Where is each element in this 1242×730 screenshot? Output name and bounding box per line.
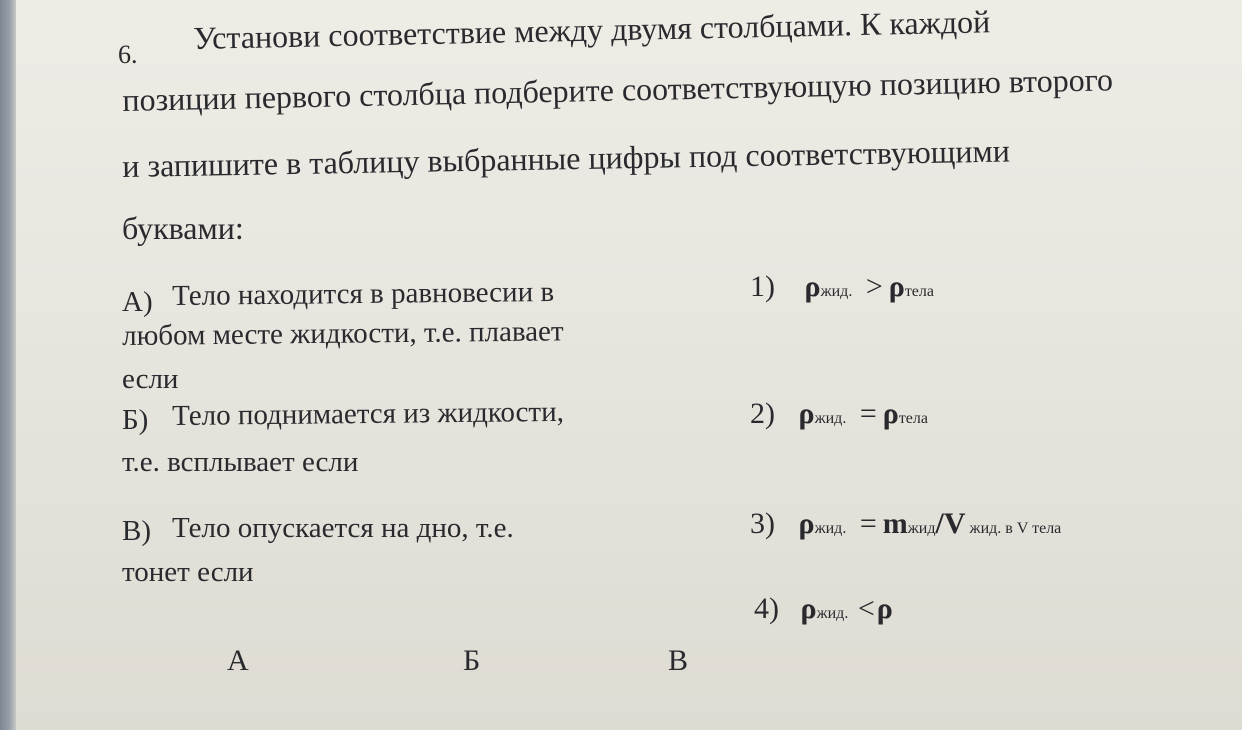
item-a-line-2: любом месте жидкости, т.е. плавает — [122, 315, 564, 352]
option-2 — [750, 397, 928, 431]
item-a-label: А) — [122, 286, 153, 318]
task-line-3: и запишите в таблицу выбранные цифры под соответствующими — [122, 132, 1011, 184]
option-2-sub-2: тела — [898, 410, 928, 427]
option-4-rho-2: ρ — [876, 592, 893, 625]
option-1-rho: ρ — [804, 270, 821, 303]
option-2-operator: = — [859, 397, 877, 430]
item-a-line-1: Тело находится в равновесии в — [172, 276, 555, 312]
option-4-label: 4) — [754, 592, 779, 625]
option-1-sub-1: жид. — [820, 283, 853, 300]
item-b-label: Б) — [122, 404, 149, 436]
item-v-line-1: Тело опускается на дно, т.е. — [172, 512, 514, 544]
item-a-line-3: если — [122, 363, 179, 395]
option-3 — [750, 507, 1061, 541]
option-4 — [754, 592, 893, 626]
page-edge — [0, 0, 16, 730]
task-number: 6. — [118, 40, 138, 69]
option-3-sub-1: жид. — [814, 520, 847, 537]
option-1-sub-2: тела — [904, 283, 934, 300]
option-3-m: m — [882, 507, 908, 540]
option-4-sub-1: жид. — [816, 605, 849, 622]
option-3-label: 3) — [750, 507, 775, 540]
option-4-rho: ρ — [800, 592, 817, 625]
item-b-line-2: т.е. всплывает если — [122, 446, 359, 478]
option-3-sub-v: жид. в V тела — [969, 520, 1062, 537]
option-2-sub-1: жид. — [814, 410, 847, 427]
item-b-line-1: Тело поднимается из жидкости, — [172, 395, 565, 432]
option-3-slash-v: /V — [935, 507, 966, 540]
task-line-1: Установи соответствие между двумя столбцами. К каждой — [193, 3, 991, 56]
option-1-operator: > — [865, 270, 883, 303]
answer-letter-b: Б — [463, 644, 481, 677]
task-line-4: буквами: — [122, 210, 244, 246]
option-3-sub-m: жид — [907, 520, 936, 537]
option-2-rho: ρ — [798, 397, 815, 430]
option-1-rho-2: ρ — [888, 270, 905, 303]
answer-letter-v: В — [668, 644, 689, 677]
option-4-operator: < — [857, 592, 875, 625]
option-1-label: 1) — [750, 270, 775, 303]
option-3-operator: = — [859, 507, 877, 540]
item-v-label: В) — [122, 515, 151, 547]
answer-letter-a: А — [227, 644, 249, 677]
option-2-label: 2) — [750, 397, 775, 430]
option-1 — [750, 270, 934, 304]
option-3-rho: ρ — [798, 507, 815, 540]
task-line-2: позиции первого столбца подберите соответствующую позицию второго — [122, 61, 1114, 118]
item-v-line-2: тонет если — [122, 556, 254, 588]
option-2-rho-2: ρ — [882, 397, 899, 430]
